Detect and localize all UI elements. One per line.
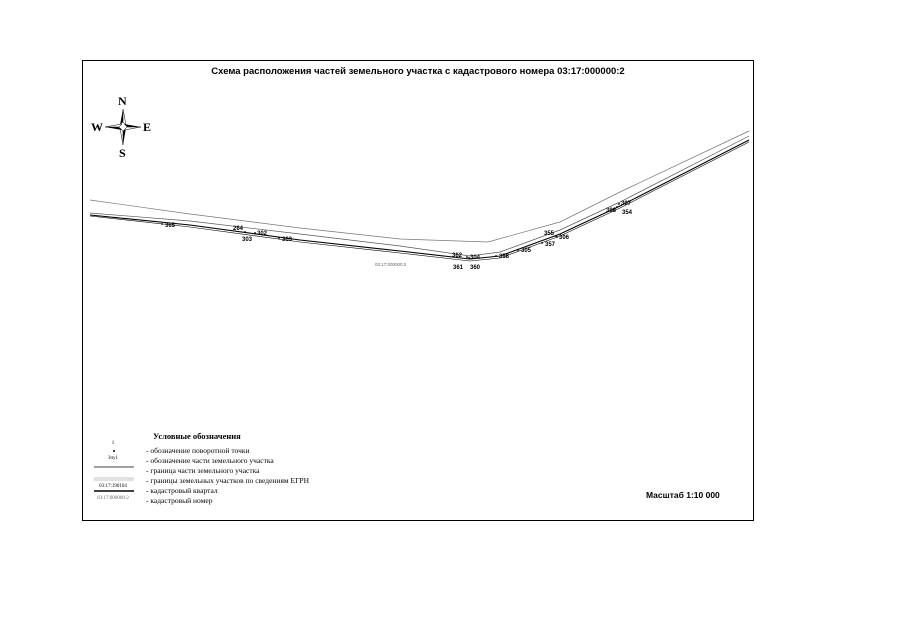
legend-quarter-code: 03:17:190104 — [99, 484, 127, 489]
compass-south-arrow-half — [120, 128, 123, 145]
legend-cadastral-code: 03:17:000000:2 — [97, 496, 129, 501]
point-label: 303 — [242, 237, 253, 243]
compass-w: W — [91, 120, 103, 134]
point-marker — [254, 232, 256, 234]
point-marker — [495, 255, 497, 257]
point-label: 302 — [257, 231, 268, 237]
legend-part-code: Зчу1 — [107, 456, 119, 461]
compass-e: E — [143, 120, 152, 134]
point-label: 357 — [545, 242, 556, 248]
legend-point-number: 1 — [111, 441, 115, 446]
point-label: 307 — [621, 201, 632, 207]
point-marker — [616, 206, 618, 208]
legend-item-part: - обозначение части земельного участка — [146, 456, 274, 465]
compass-east-arrow — [124, 124, 141, 127]
point-label: 363 — [282, 237, 293, 243]
legend-item-quarter: - кадастровый квартал — [146, 486, 218, 495]
compass-south-arrow — [123, 128, 126, 145]
scale-label: Масштаб 1:10 000 — [646, 490, 720, 500]
legend-item-parcels: - границы земельных участков по сведениям ЕГРН — [146, 476, 310, 485]
parcel-part-boundary — [90, 140, 749, 259]
legend-point-symbol — [113, 450, 115, 452]
point-label: 361 — [453, 265, 464, 271]
map-title: Схема расположения частей земельного участка с кадастрового номера 03:17:000000:2 — [211, 66, 625, 77]
legend-title: Условные обозначения — [153, 431, 241, 441]
point-marker — [618, 203, 620, 205]
parcel-boundary-line — [90, 136, 749, 256]
compass-east-arrow-half — [124, 127, 141, 130]
point-marker — [466, 256, 468, 258]
parcel-label: 03:17:000000:2 — [375, 262, 407, 267]
compass-west-arrow — [105, 127, 122, 130]
compass-rose — [91, 94, 151, 160]
compass-north-arrow — [120, 109, 123, 125]
point-label: 365 — [165, 223, 176, 229]
parcel-part-boundary-inner — [90, 142, 749, 261]
point-label: 355 — [544, 231, 555, 237]
compass-n: N — [118, 94, 127, 108]
point-label: 354 — [622, 210, 633, 216]
point-marker — [541, 242, 543, 244]
point-label: 264 — [233, 226, 244, 232]
point-marker — [244, 231, 246, 233]
compass-west-arrow-half — [105, 124, 122, 127]
point-marker — [278, 237, 280, 239]
legend-item-point: - обозначение поворотной точки — [146, 446, 250, 455]
point-label: 308 — [606, 208, 617, 214]
point-marker — [161, 223, 163, 225]
point-label: 358 — [499, 254, 510, 260]
point-label: 306 — [559, 235, 570, 241]
point-marker — [556, 236, 558, 238]
compass-north-arrow-half — [123, 109, 126, 125]
legend-item-cadastral: - кадастровый номер — [146, 496, 213, 505]
point-label: 304 — [470, 255, 481, 261]
compass-s: S — [119, 146, 126, 160]
point-label: 360 — [470, 265, 481, 271]
point-label: 305 — [521, 248, 532, 254]
legend-item-part-boundary: - граница части земельного участка — [146, 466, 260, 475]
points-layer — [161, 201, 633, 271]
point-marker — [517, 249, 519, 251]
point-label: 362 — [452, 253, 463, 259]
